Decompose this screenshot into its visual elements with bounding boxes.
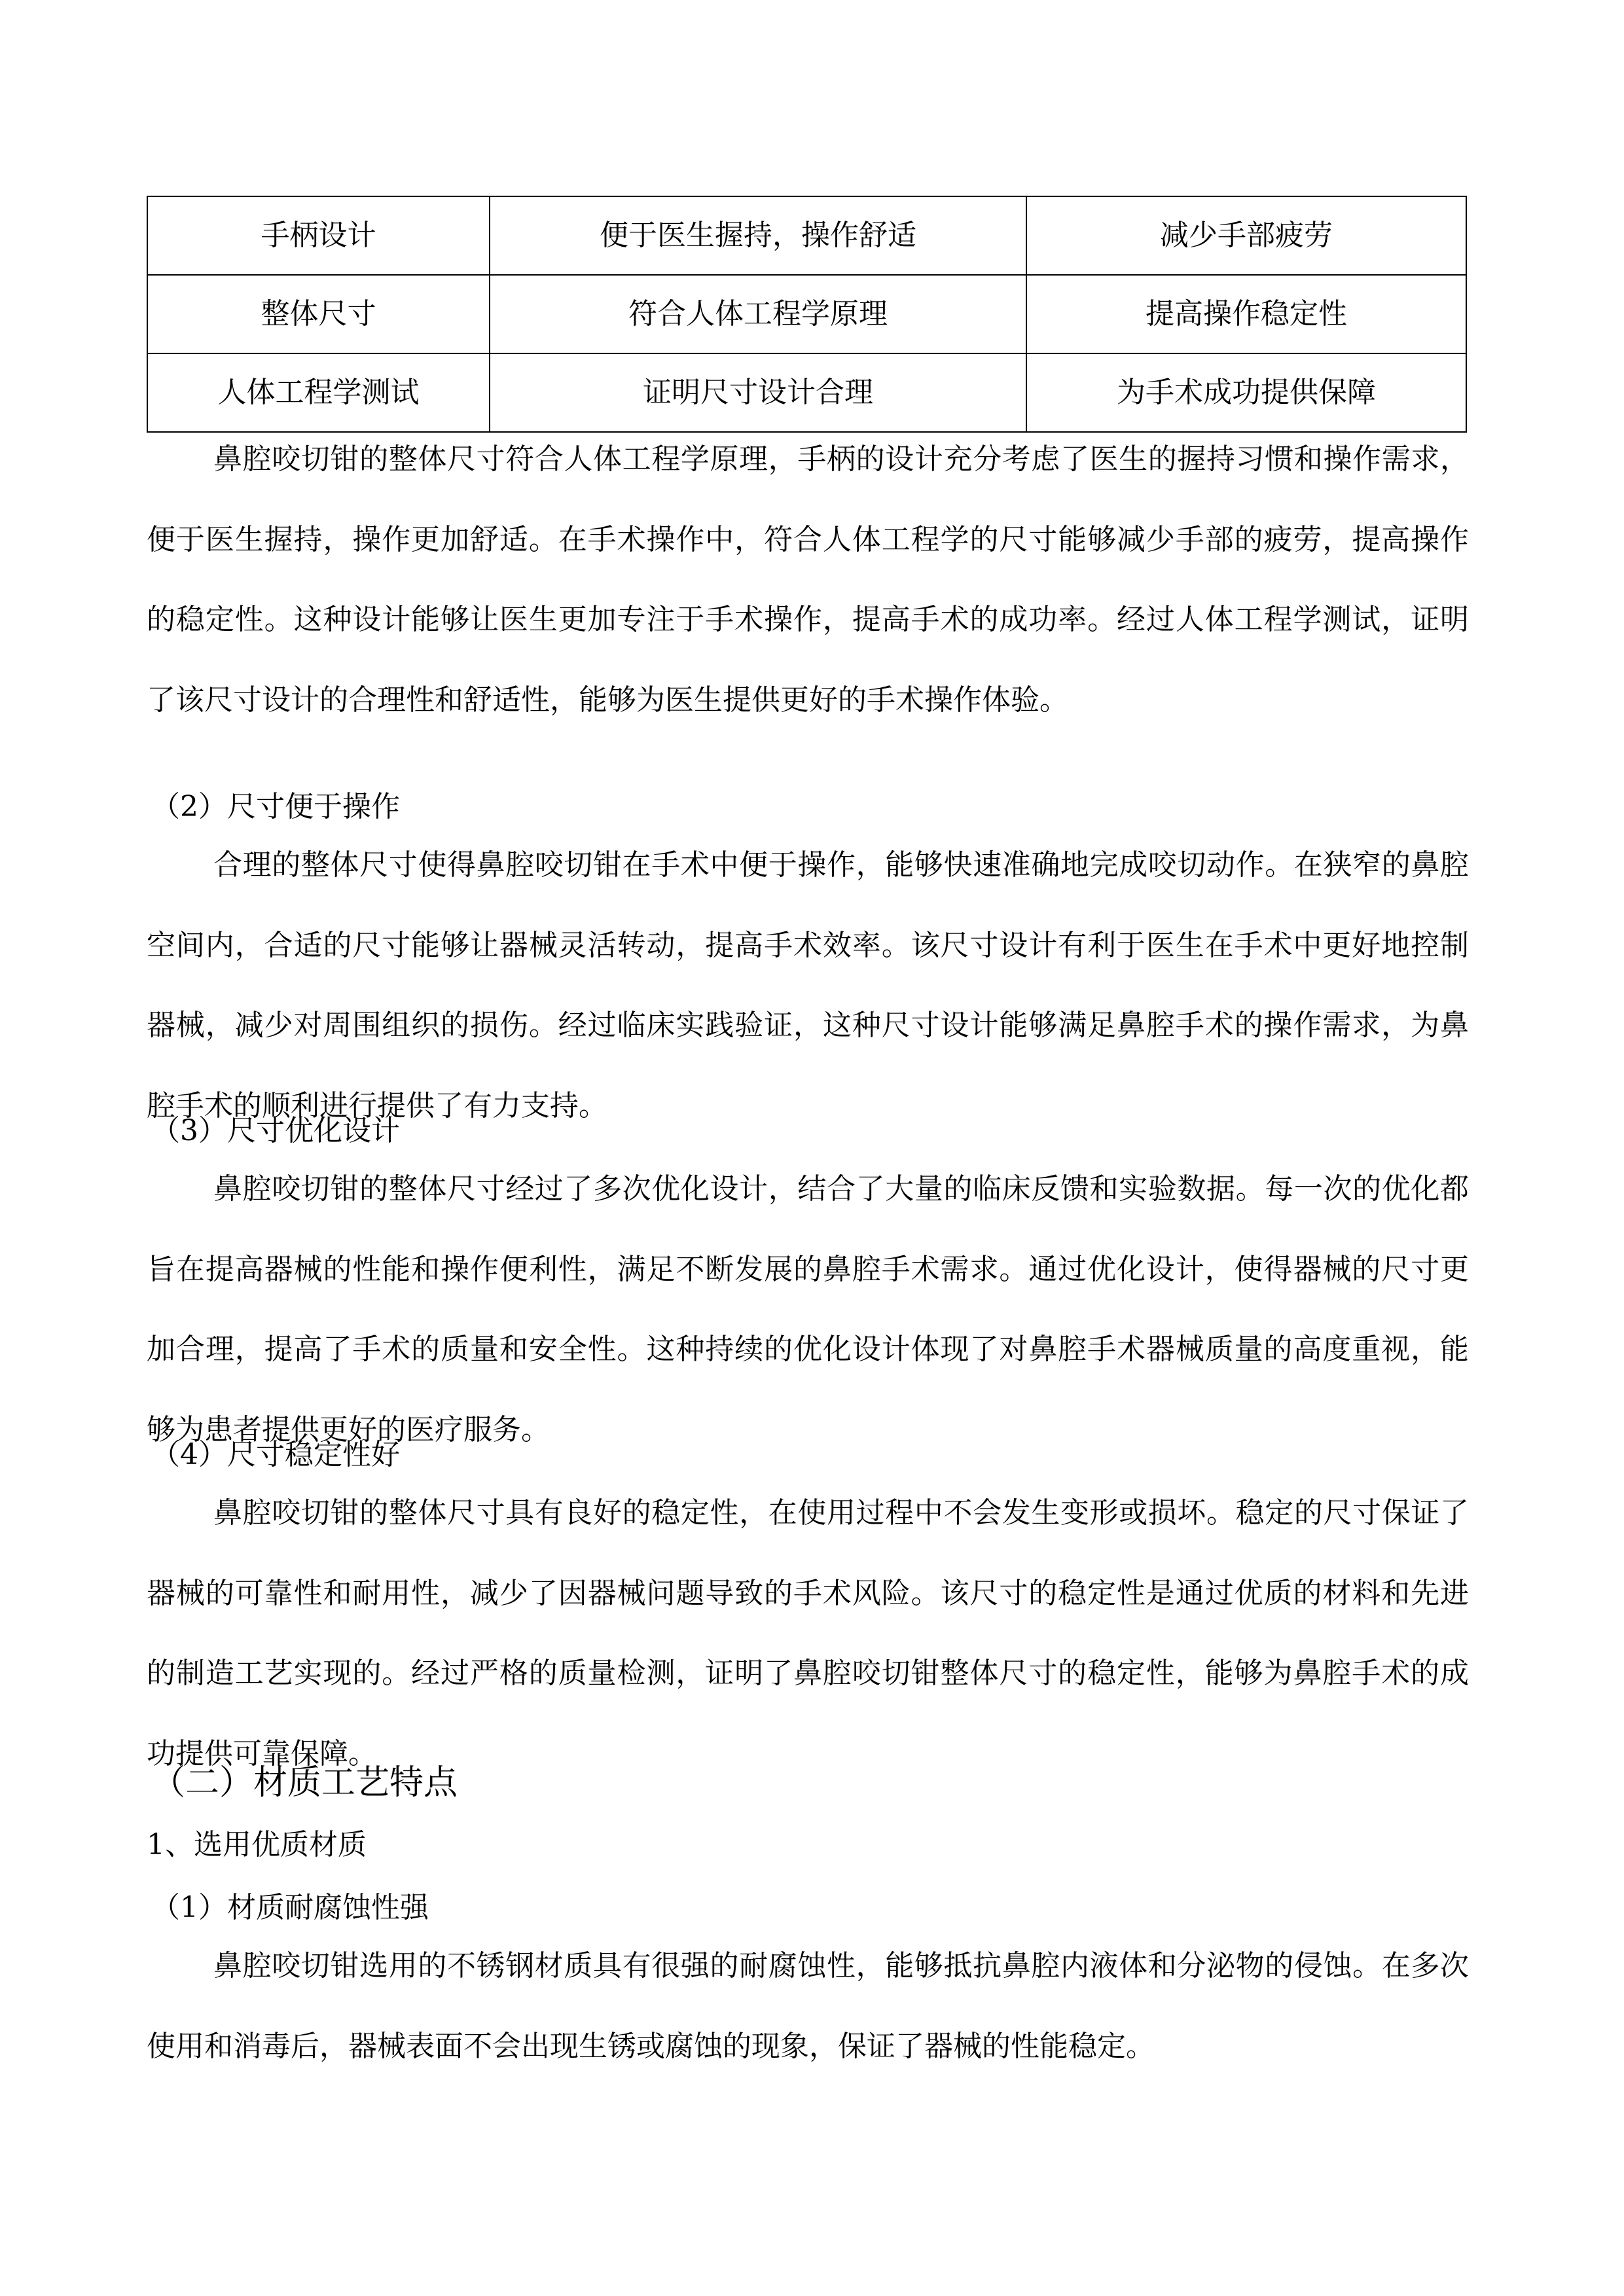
section-body-4-block: [147, 1473, 1469, 1794]
material-body-1-block: [147, 1926, 1469, 2087]
table-cell: 为手术成功提供保障: [1026, 353, 1466, 432]
table-cell: 减少手部疲劳: [1026, 196, 1466, 275]
table-row: [147, 275, 1466, 353]
table-cell: 符合人体工程学原理: [490, 275, 1026, 353]
table-row: [147, 196, 1466, 275]
intro-paragraph-block: [147, 420, 1469, 740]
table-cell: 人体工程学测试: [147, 353, 490, 432]
section-heading-3: （3）尺寸优化设计: [151, 1114, 400, 1147]
table-cell: 证明尺寸设计合理: [490, 353, 1026, 432]
section-body-4: 鼻腔咬切钳的整体尺寸具有良好的稳定性，在使用过程中不会发生变形或损坏。稳定的尺寸保证了器械的可靠性和耐用性，减少了因器械问题导致的手术风险。该尺寸的稳定性是通过优质的材料和先进的制造工艺实现的。经过严格的质量检测，证明了鼻腔咬切钳整体尺寸的稳定性，能够为鼻腔手术的成功提供可靠保障。: [147, 1496, 1469, 1770]
section-body-2: 合理的整体尺寸使得鼻腔咬切钳在手术中便于操作，能够快速准确地完成咬切动作。在狭窄的鼻腔空间内，合适的尺寸能够让器械灵活转动，提高手术效率。该尺寸设计有利于医生在手术中更好地控制器械，减少对周围组织的损伤。经过临床实践验证，这种尺寸设计能够满足鼻腔手术的操作需求，为鼻腔手术的顺利进行提供了有力支持。: [147, 848, 1469, 1122]
intro-paragraph: 鼻腔咬切钳的整体尺寸符合人体工程学原理，手柄的设计充分考虑了医生的握持习惯和操作需求，便于医生握持，操作更加舒适。在手术操作中，符合人体工程学的尺寸能够减少手部的疲劳，提高操作的稳定性。这种设计能够让医生更加专注于手术操作，提高手术的成功率。经过人体工程学测试，证明了该尺寸设计的合理性和舒适性，能够为医生提供更好的手术操作体验。: [147, 442, 1469, 717]
material-body-1: 鼻腔咬切钳选用的不锈钢材质具有很强的耐腐蚀性，能够抵抗鼻腔内液体和分泌物的侵蚀。在多次使用和消毒后，器械表面不会出现生锈或腐蚀的现象，保证了器械的性能稳定。: [147, 1949, 1469, 2063]
section-heading-4: （4）尺寸稳定性好: [151, 1438, 400, 1471]
table-cell: 整体尺寸: [147, 275, 490, 353]
table-cell: 手柄设计: [147, 196, 490, 275]
subsection-heading: 1、选用优质材质: [147, 1828, 367, 1861]
spec-table: [147, 196, 1467, 433]
chapter-heading: （二）材质工艺特点: [151, 1763, 458, 1803]
section-body-3: 鼻腔咬切钳的整体尺寸经过了多次优化设计，结合了大量的临床反馈和实验数据。每一次的优化都旨在提高器械的性能和操作便利性，满足不断发展的鼻腔手术需求。通过优化设计，使得器械的尺寸更加合理，提高了手术的质量和安全性。这种持续的优化设计体现了对鼻腔手术器械质量的高度重视，能够为患者提供更好的医疗服务。: [147, 1172, 1469, 1446]
table-cell: 便于医生握持，操作舒适: [490, 196, 1026, 275]
section-body-3-block: [147, 1149, 1469, 1470]
section-body-2-block: [147, 825, 1469, 1146]
table-cell: 提高操作稳定性: [1026, 275, 1466, 353]
section-heading-2: （2）尺寸便于操作: [151, 790, 400, 823]
material-heading-1: （1）材质耐腐蚀性强: [151, 1891, 429, 1924]
